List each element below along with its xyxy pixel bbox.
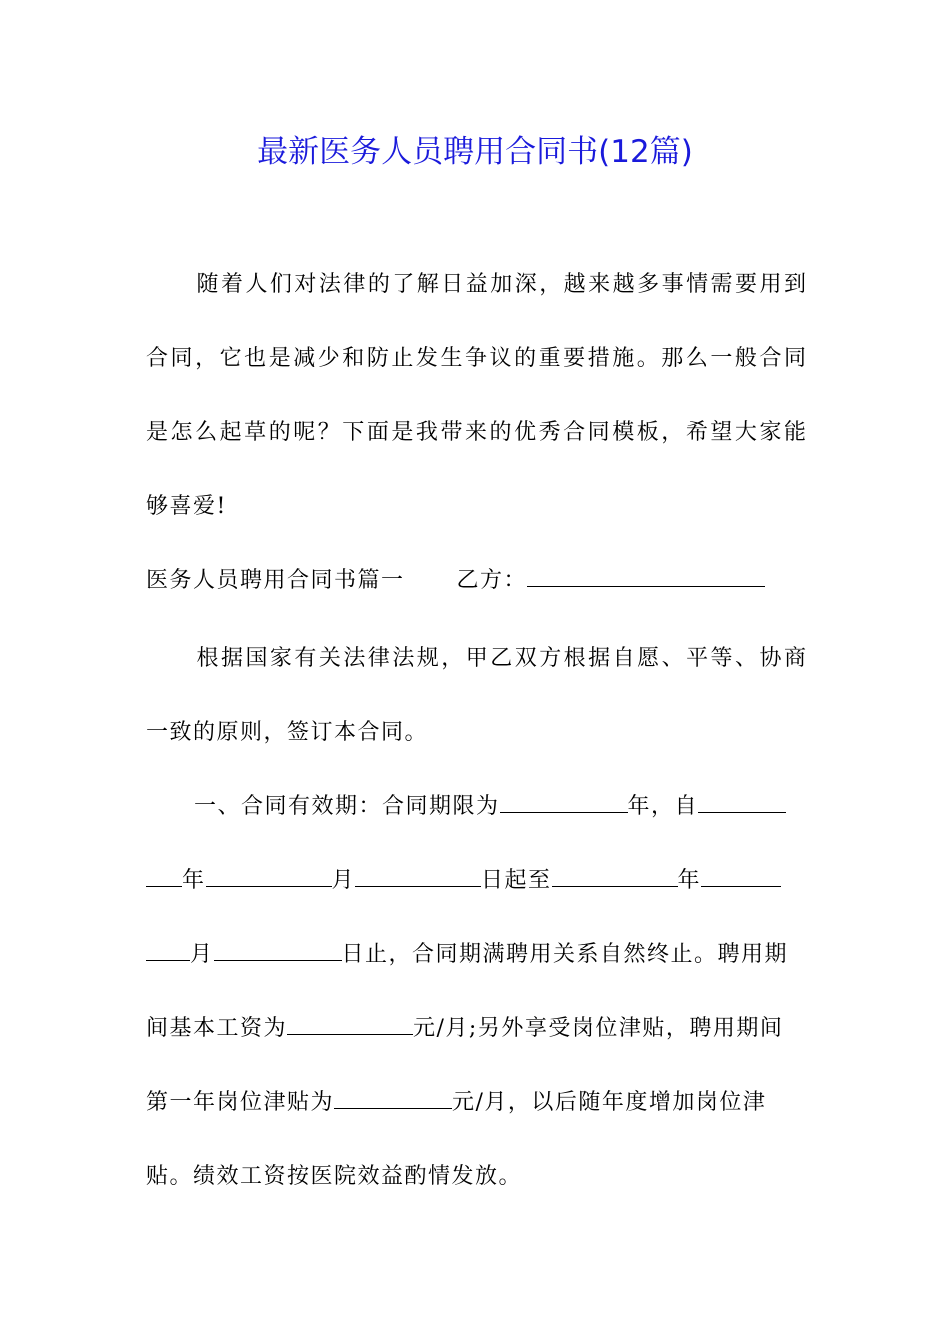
end-month-blank — [701, 864, 781, 887]
start-year-blank — [698, 790, 786, 813]
clause1-line-4: 间基本工资为 元/月;另外享受岗位津贴，聘用期间 — [146, 1012, 806, 1046]
start-year-blank-cont — [146, 864, 182, 887]
intro-line-2: 合同，它也是减少和防止发生争议的重要措施。那么一般合同 — [146, 346, 806, 371]
basis-line-2: 一致的原则，签订本合同。 — [146, 720, 429, 745]
allowance-blank — [334, 1086, 452, 1109]
end-year-blank — [552, 864, 678, 887]
term-years-blank — [500, 790, 628, 813]
document-title: 最新医务人员聘用合同书(12篇) — [257, 134, 693, 170]
clause1-line-3: 月 日止，合同期满聘用关系自然终止。聘用期 — [146, 938, 806, 972]
section-heading: 医务人员聘用合同书篇一 — [146, 568, 405, 593]
clause1-line-2: 年 月 日起至 年 — [146, 864, 806, 898]
intro-line-4: 够喜爱! — [146, 494, 227, 519]
intro-line-3: 是怎么起草的呢？下面是我带来的优秀合同模板，希望大家能 — [146, 420, 806, 445]
end-month-blank-cont — [146, 938, 190, 961]
start-month-blank — [206, 864, 332, 887]
clause1-line-1: 一、合同有效期：合同期限为 年，自 — [146, 790, 806, 824]
end-day-blank — [214, 938, 342, 961]
party-b-blank — [527, 564, 765, 587]
intro-line-1: 随着人们对法律的了解日益加深，越来越多事情需要用到 — [194, 272, 806, 297]
basis-line-1: 根据国家有关法律法规，甲乙双方根据自愿、平等、协商 — [194, 646, 806, 671]
clause1-line-5: 第一年岗位津贴为 元/月，以后随年度增加岗位津 — [146, 1086, 806, 1120]
base-salary-blank — [287, 1012, 413, 1035]
party-b-label: 乙方： — [456, 568, 528, 593]
clause1-line-6: 贴。绩效工资按医院效益酌情发放。 — [146, 1164, 523, 1189]
start-day-blank — [355, 864, 481, 887]
section-heading-line — [146, 564, 806, 598]
